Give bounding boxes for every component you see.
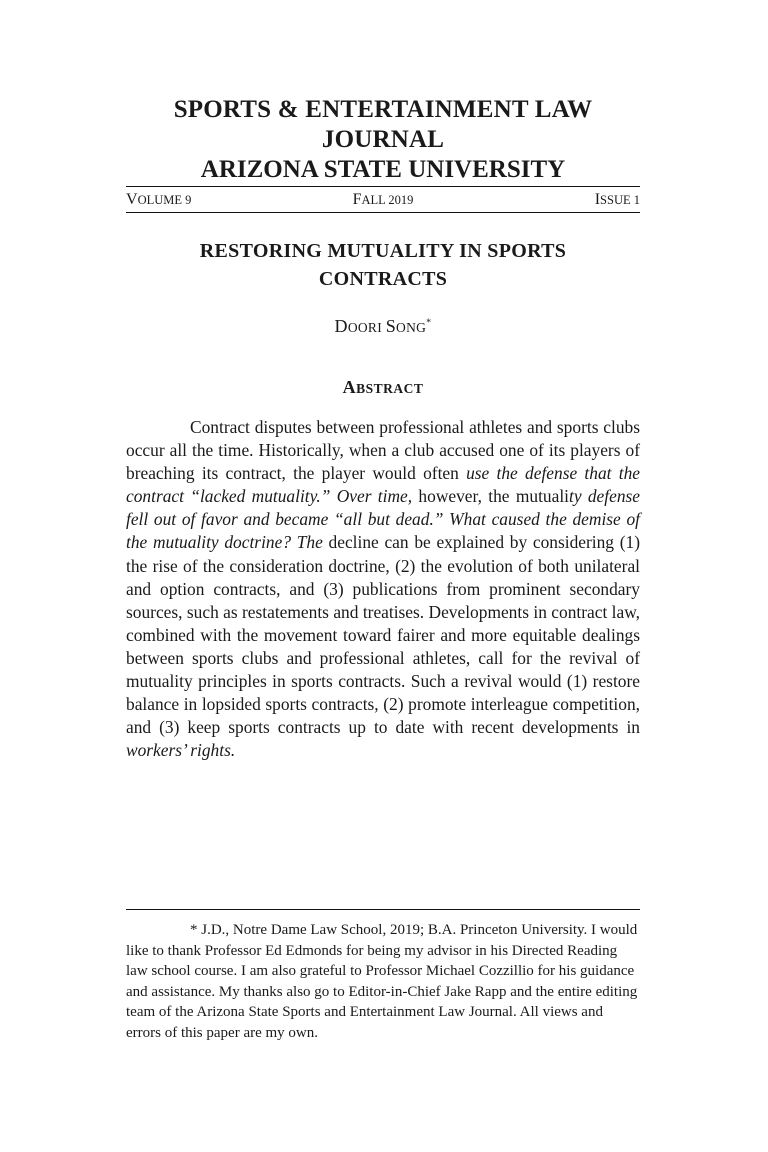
article-title [126,237,640,293]
author-name: DOORI SONG* [334,316,432,336]
journal-title: SPORTS & ENTERTAINMENT LAW JOURNAL [173,96,593,153]
abstract-heading: ABSTRACT [342,377,424,397]
article-title-line-1: RESTORING MUTUALITY IN SPORTS [199,240,567,262]
volume-label: VOLUME 9 [126,191,192,208]
author-footnote-mark: * [426,317,432,329]
university-name: ARIZONA STATE UNIVERSITY [200,156,566,183]
footnote-divider [126,909,640,910]
issue-info-bar [126,186,640,213]
author-footnote: * J.D., Notre Dame Law School, 2019; B.A. Princeton University. I would like to thank Professor Ed Edmonds for being my advisor in his Directed Reading law school course. I am also grateful to Professor Michael Cozzillio for his guidance and assistance. My thanks also go to Editor-in-Chief Jake Rapp and the entire editing team of the Arizona State Sports and Entertainment Law Journal. All views and errors of this paper are my own. [126,922,638,1041]
term-label: FALL 2019 [352,191,414,208]
issue-label: ISSUE 1 [594,191,640,208]
page-content [126,95,640,762]
abstract-body: Contract disputes between professional athletes and sports clubs occur all the time. Historically, when a club accused one of its players of breaching its contract, the player would often use the defense that the contract “lacked mutuality.” Over time, however, the mutuality defense fell out of favor and became “all but dead.” What caused the demise of the mutuality doctrine? The decline can be explained by considering (1) the rise of the consideration doctrine, (2) the evolution of both unilateral and option contracts, and (3) publications from prominent secondary sources, such as restatements and treatises. Developments in contract law, combined with the movement toward fairer and more equitable dealings between sports clubs and professional athletes, call for the revival of mutuality principles in sports contracts. Such a revival would (1) restore balance in lopsided sports contracts, (2) promote interleague competition, and (3) keep sports contracts up to date with recent developments in workers’ rights. [126,417,641,761]
article-title-line-2: CONTRACTS [318,268,448,290]
